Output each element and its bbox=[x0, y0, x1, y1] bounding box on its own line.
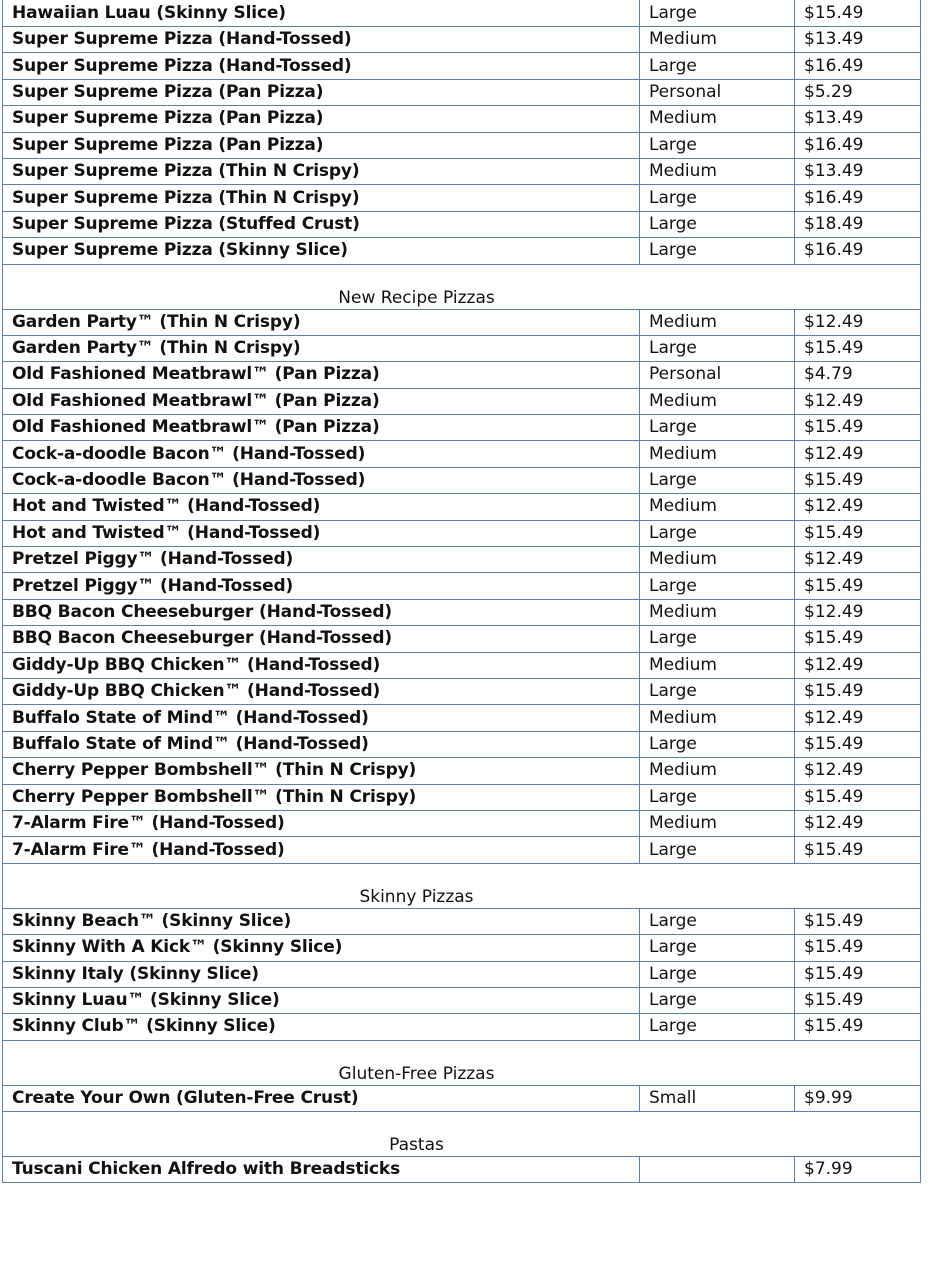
item-name: BBQ Bacon Cheeseburger (Hand-Tossed) bbox=[3, 599, 640, 625]
menu-item-row bbox=[3, 79, 921, 105]
item-size: Large bbox=[640, 731, 795, 757]
menu-item-row bbox=[3, 158, 921, 184]
item-name: Skinny Italy (Skinny Slice) bbox=[3, 961, 640, 987]
menu-item-row bbox=[3, 961, 921, 987]
item-name: Giddy-Up BBQ Chicken™ (Hand-Tossed) bbox=[3, 652, 640, 678]
section-title: Pastas bbox=[3, 1112, 921, 1157]
item-name: 7-Alarm Fire™ (Hand-Tossed) bbox=[3, 810, 640, 836]
item-size: Medium bbox=[640, 758, 795, 784]
item-size: Large bbox=[640, 784, 795, 810]
item-price: $12.49 bbox=[795, 810, 921, 836]
item-name: Garden Party™ (Thin N Crispy) bbox=[3, 335, 640, 361]
item-name: Garden Party™ (Thin N Crispy) bbox=[3, 309, 640, 335]
item-size: Large bbox=[640, 185, 795, 211]
item-name: 7-Alarm Fire™ (Hand-Tossed) bbox=[3, 837, 640, 863]
item-price: $15.49 bbox=[795, 626, 921, 652]
section-header-row bbox=[3, 1112, 921, 1157]
item-name: Old Fashioned Meatbrawl™ (Pan Pizza) bbox=[3, 388, 640, 414]
item-size: Large bbox=[640, 837, 795, 863]
item-name: Super Supreme Pizza (Hand-Tossed) bbox=[3, 53, 640, 79]
section-title: New Recipe Pizzas bbox=[3, 264, 921, 309]
item-name: Cherry Pepper Bombshell™ (Thin N Crispy) bbox=[3, 784, 640, 810]
item-name: Super Supreme Pizza (Pan Pizza) bbox=[3, 132, 640, 158]
menu-item-row bbox=[3, 1014, 921, 1040]
section-header-row bbox=[3, 1040, 921, 1085]
item-price: $15.49 bbox=[795, 784, 921, 810]
item-price: $13.49 bbox=[795, 106, 921, 132]
item-name: Pretzel Piggy™ (Hand-Tossed) bbox=[3, 573, 640, 599]
item-price: $16.49 bbox=[795, 185, 921, 211]
item-size: Large bbox=[640, 211, 795, 237]
menu-item-row bbox=[3, 784, 921, 810]
menu-item-row bbox=[3, 441, 921, 467]
item-size: Personal bbox=[640, 79, 795, 105]
item-price: $15.49 bbox=[795, 935, 921, 961]
item-price: $15.49 bbox=[795, 415, 921, 441]
menu-item-row bbox=[3, 652, 921, 678]
item-price: $12.49 bbox=[795, 705, 921, 731]
item-size: Medium bbox=[640, 441, 795, 467]
item-size: Medium bbox=[640, 810, 795, 836]
menu-item-row bbox=[3, 987, 921, 1013]
menu-item-row bbox=[3, 132, 921, 158]
item-size: Large bbox=[640, 53, 795, 79]
menu-item-row bbox=[3, 27, 921, 53]
menu-item-row bbox=[3, 335, 921, 361]
item-price: $15.49 bbox=[795, 573, 921, 599]
menu-item-row bbox=[3, 935, 921, 961]
menu-item-row bbox=[3, 520, 921, 546]
item-size: Large bbox=[640, 1014, 795, 1040]
item-price: $16.49 bbox=[795, 238, 921, 264]
item-name: Skinny Beach™ (Skinny Slice) bbox=[3, 908, 640, 934]
item-size: Medium bbox=[640, 652, 795, 678]
item-size: Large bbox=[640, 467, 795, 493]
item-name: BBQ Bacon Cheeseburger (Hand-Tossed) bbox=[3, 626, 640, 652]
menu-item-row bbox=[3, 758, 921, 784]
item-name: Cock-a-doodle Bacon™ (Hand-Tossed) bbox=[3, 441, 640, 467]
item-size: Large bbox=[640, 415, 795, 441]
menu-item-row bbox=[3, 573, 921, 599]
item-price: $15.49 bbox=[795, 837, 921, 863]
section-title: Gluten-Free Pizzas bbox=[3, 1040, 921, 1085]
item-size: Large bbox=[640, 132, 795, 158]
item-size: Large bbox=[640, 238, 795, 264]
item-size: Medium bbox=[640, 705, 795, 731]
item-name: Buffalo State of Mind™ (Hand-Tossed) bbox=[3, 731, 640, 757]
item-price: $15.49 bbox=[795, 678, 921, 704]
item-price: $15.49 bbox=[795, 908, 921, 934]
item-size: Medium bbox=[640, 106, 795, 132]
item-name: Super Supreme Pizza (Pan Pizza) bbox=[3, 79, 640, 105]
item-name: Cock-a-doodle Bacon™ (Hand-Tossed) bbox=[3, 467, 640, 493]
item-price: $12.49 bbox=[795, 494, 921, 520]
item-size: Large bbox=[640, 935, 795, 961]
menu-item-row bbox=[3, 309, 921, 335]
item-size: Medium bbox=[640, 158, 795, 184]
item-price: $15.49 bbox=[795, 467, 921, 493]
item-size: Medium bbox=[640, 599, 795, 625]
item-price: $12.49 bbox=[795, 652, 921, 678]
item-price: $15.49 bbox=[795, 520, 921, 546]
menu-price-table bbox=[2, 0, 921, 1183]
item-name: Old Fashioned Meatbrawl™ (Pan Pizza) bbox=[3, 415, 640, 441]
item-name: Old Fashioned Meatbrawl™ (Pan Pizza) bbox=[3, 362, 640, 388]
item-size: Large bbox=[640, 987, 795, 1013]
menu-item-row bbox=[3, 626, 921, 652]
menu-item-row bbox=[3, 599, 921, 625]
item-size: Medium bbox=[640, 388, 795, 414]
item-name: Super Supreme Pizza (Hand-Tossed) bbox=[3, 27, 640, 53]
item-size: Small bbox=[640, 1085, 795, 1111]
item-price: $12.49 bbox=[795, 309, 921, 335]
item-name: Hawaiian Luau (Skinny Slice) bbox=[3, 0, 640, 27]
item-size: Large bbox=[640, 335, 795, 361]
item-size bbox=[640, 1157, 795, 1183]
item-name: Hot and Twisted™ (Hand-Tossed) bbox=[3, 520, 640, 546]
item-price: $7.99 bbox=[795, 1157, 921, 1183]
item-name: Super Supreme Pizza (Pan Pizza) bbox=[3, 106, 640, 132]
item-name: Create Your Own (Gluten-Free Crust) bbox=[3, 1085, 640, 1111]
menu-item-row bbox=[3, 678, 921, 704]
item-size: Large bbox=[640, 961, 795, 987]
item-price: $13.49 bbox=[795, 27, 921, 53]
item-price: $12.49 bbox=[795, 599, 921, 625]
menu-item-row bbox=[3, 362, 921, 388]
section-header-row bbox=[3, 264, 921, 309]
item-size: Medium bbox=[640, 547, 795, 573]
item-price: $5.29 bbox=[795, 79, 921, 105]
menu-item-row bbox=[3, 810, 921, 836]
item-price: $4.79 bbox=[795, 362, 921, 388]
item-name: Giddy-Up BBQ Chicken™ (Hand-Tossed) bbox=[3, 678, 640, 704]
item-size: Large bbox=[640, 520, 795, 546]
item-price: $9.99 bbox=[795, 1085, 921, 1111]
item-name: Skinny Luau™ (Skinny Slice) bbox=[3, 987, 640, 1013]
item-price: $16.49 bbox=[795, 53, 921, 79]
item-size: Large bbox=[640, 908, 795, 934]
section-header-row bbox=[3, 863, 921, 908]
item-name: Skinny Club™ (Skinny Slice) bbox=[3, 1014, 640, 1040]
item-size: Large bbox=[640, 0, 795, 27]
menu-item-row bbox=[3, 0, 921, 27]
menu-item-row bbox=[3, 1157, 921, 1183]
menu-item-row bbox=[3, 1085, 921, 1111]
item-name: Pretzel Piggy™ (Hand-Tossed) bbox=[3, 547, 640, 573]
menu-item-row bbox=[3, 467, 921, 493]
item-price: $15.49 bbox=[795, 1014, 921, 1040]
menu-item-row bbox=[3, 731, 921, 757]
item-name: Tuscani Chicken Alfredo with Breadsticks bbox=[3, 1157, 640, 1183]
item-name: Super Supreme Pizza (Thin N Crispy) bbox=[3, 158, 640, 184]
menu-item-row bbox=[3, 185, 921, 211]
menu-item-row bbox=[3, 106, 921, 132]
item-price: $15.49 bbox=[795, 961, 921, 987]
item-size: Large bbox=[640, 626, 795, 652]
menu-item-row bbox=[3, 211, 921, 237]
menu-item-row bbox=[3, 415, 921, 441]
item-price: $12.49 bbox=[795, 547, 921, 573]
menu-item-row bbox=[3, 547, 921, 573]
menu-item-row bbox=[3, 705, 921, 731]
item-name: Super Supreme Pizza (Skinny Slice) bbox=[3, 238, 640, 264]
item-price: $18.49 bbox=[795, 211, 921, 237]
item-price: $13.49 bbox=[795, 158, 921, 184]
item-name: Super Supreme Pizza (Stuffed Crust) bbox=[3, 211, 640, 237]
item-price: $12.49 bbox=[795, 758, 921, 784]
item-price: $12.49 bbox=[795, 388, 921, 414]
item-name: Cherry Pepper Bombshell™ (Thin N Crispy) bbox=[3, 758, 640, 784]
item-name: Hot and Twisted™ (Hand-Tossed) bbox=[3, 494, 640, 520]
item-size: Medium bbox=[640, 27, 795, 53]
item-price: $15.49 bbox=[795, 335, 921, 361]
item-name: Buffalo State of Mind™ (Hand-Tossed) bbox=[3, 705, 640, 731]
item-name: Super Supreme Pizza (Thin N Crispy) bbox=[3, 185, 640, 211]
menu-table-body bbox=[3, 0, 921, 1183]
item-price: $16.49 bbox=[795, 132, 921, 158]
item-size: Large bbox=[640, 678, 795, 704]
menu-item-row bbox=[3, 388, 921, 414]
item-price: $12.49 bbox=[795, 441, 921, 467]
item-price: $15.49 bbox=[795, 0, 921, 27]
item-size: Large bbox=[640, 573, 795, 599]
item-price: $15.49 bbox=[795, 987, 921, 1013]
item-size: Personal bbox=[640, 362, 795, 388]
item-size: Medium bbox=[640, 494, 795, 520]
menu-item-row bbox=[3, 908, 921, 934]
section-title: Skinny Pizzas bbox=[3, 863, 921, 908]
menu-item-row bbox=[3, 494, 921, 520]
item-name: Skinny With A Kick™ (Skinny Slice) bbox=[3, 935, 640, 961]
item-size: Medium bbox=[640, 309, 795, 335]
item-price: $15.49 bbox=[795, 731, 921, 757]
menu-item-row bbox=[3, 238, 921, 264]
menu-item-row bbox=[3, 837, 921, 863]
menu-item-row bbox=[3, 53, 921, 79]
